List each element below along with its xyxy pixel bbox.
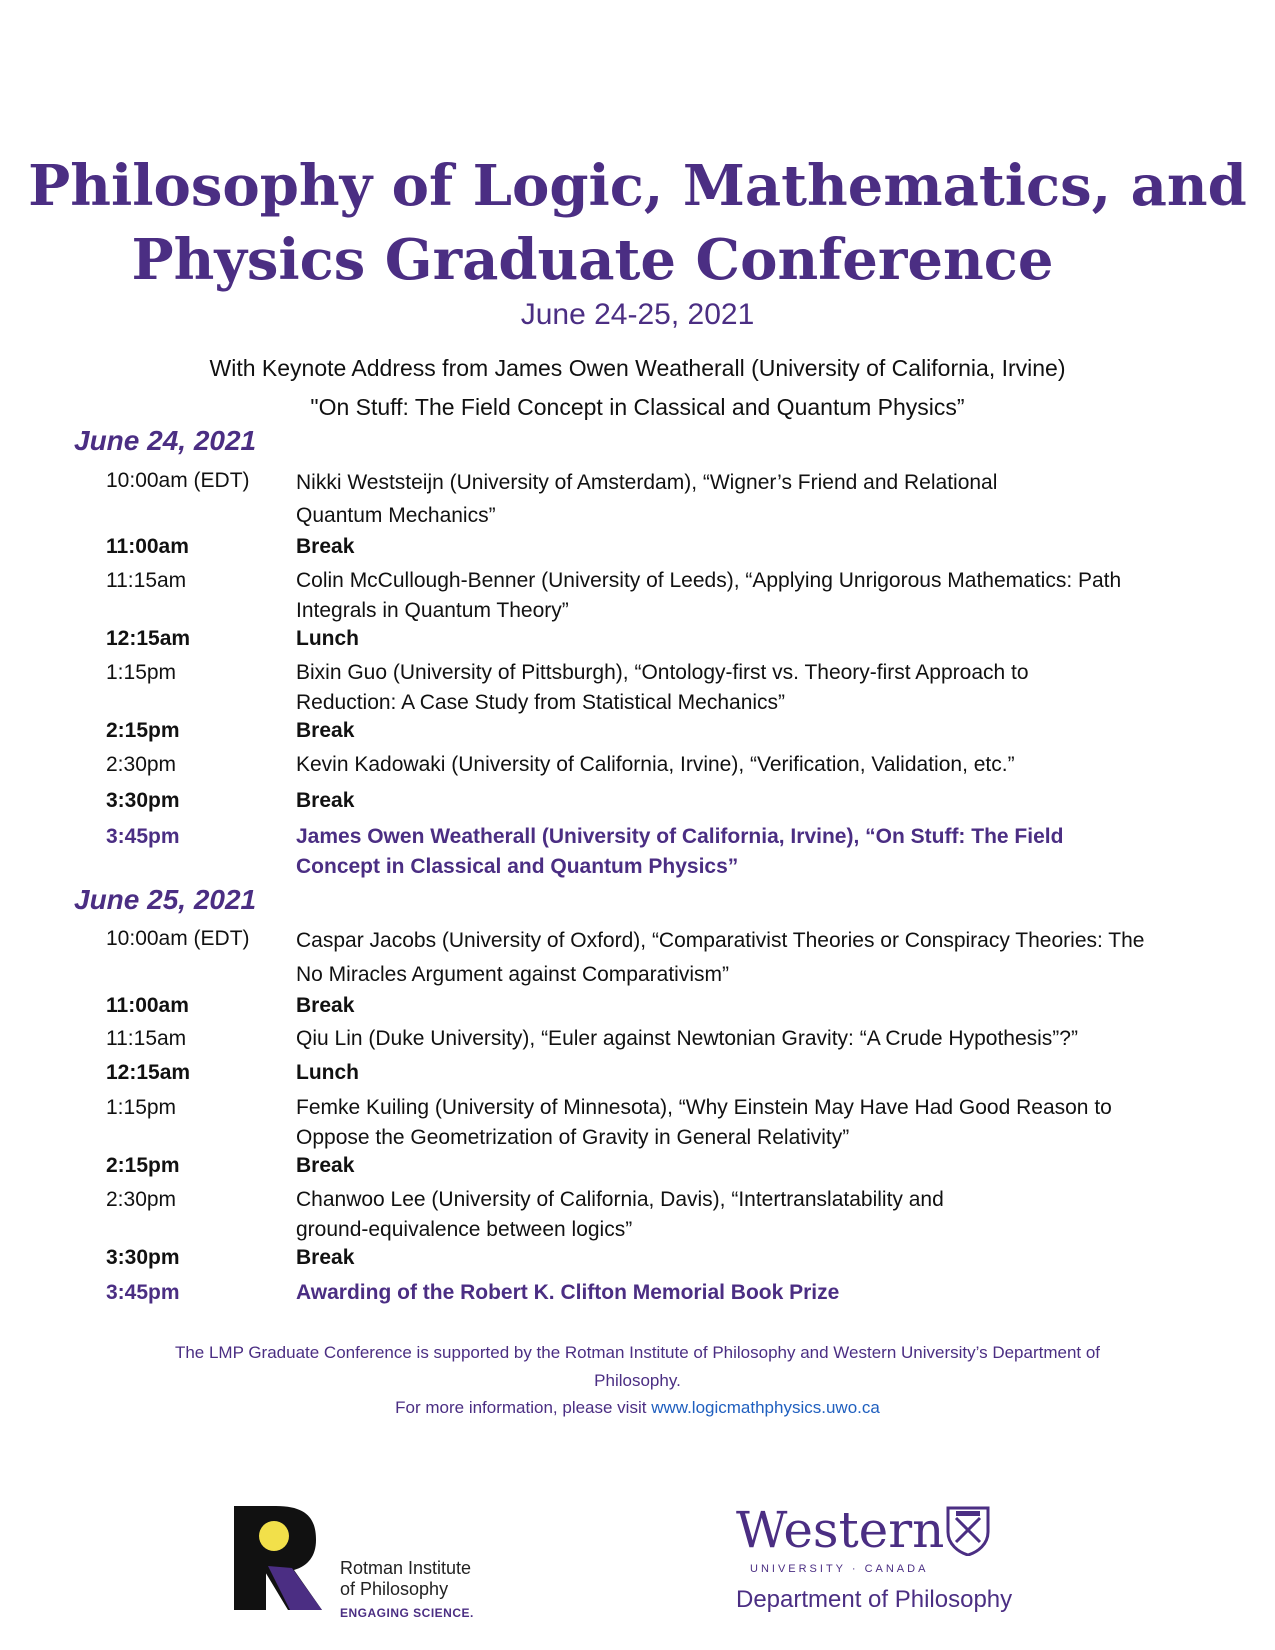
session-time: 3:30pm	[106, 789, 180, 812]
session-description: Nikki Weststeijn (University of Amsterdam), “Wigner’s Friend and Relational Quantum Mechanics”	[296, 471, 998, 527]
session-description: Bixin Guo (University of Pittsburgh), “Ontology-first vs. Theory-first Approach to Reduction: A Case Study from Statistical Mechanics”	[296, 661, 1029, 714]
rotman-name-line2: of Philosophy	[340, 1579, 449, 1599]
rotman-institute-logo	[234, 1506, 534, 1626]
rotman-r-mark-icon	[234, 1506, 330, 1610]
support-statement	[100, 1339, 1175, 1395]
session-time: 11:15am	[106, 569, 187, 592]
session-time: 12:15am	[106, 627, 191, 650]
support-line2: Philosophy.	[594, 1371, 681, 1390]
session-description: Caspar Jacobs (University of Oxford), “Comparativist Theories or Conspiracy Theories: The No Miracles Argument against Comparativism”	[296, 929, 1145, 986]
support-line1: The LMP Graduate Conference is supported by the Rotman Institute of Philosophy and Western University’s Department of	[174, 1343, 1101, 1362]
session-description: Break	[296, 1154, 355, 1177]
session-time: 2:30pm	[106, 1188, 177, 1211]
session-description: Awarding of the Robert K. Clifton Memorial Book Prize	[296, 1281, 840, 1304]
session-description: Lunch	[296, 1061, 359, 1084]
session-description: Kevin Kadowaki (University of California, Irvine), “Verification, Validation, etc.”	[296, 753, 1015, 776]
session-time: 2:15pm	[106, 719, 180, 742]
more-info-label: For more information, please visit	[395, 1398, 652, 1417]
session-time: 12:15am	[106, 1061, 191, 1084]
rotman-name-line1: Rotman Institute	[340, 1558, 472, 1578]
session-time: 10:00am (EDT)	[106, 927, 250, 950]
conference-dates: June 24-25, 2021	[520, 298, 755, 331]
session-description: Lunch	[296, 627, 359, 650]
western-subtitle: UNIVERSITY · CANADA	[750, 1563, 929, 1575]
session-time: 2:15pm	[106, 1154, 180, 1177]
session-time: 10:00am (EDT)	[106, 469, 250, 492]
conference-title-line1: Philosophy of Logic, Mathematics, and	[28, 153, 1247, 219]
rotman-name	[340, 1558, 471, 1600]
session-description: Break	[296, 994, 355, 1017]
session-description: Chanwoo Lee (University of California, Davis), “Intertranslatability and ground-equivalence between logics”	[296, 1188, 944, 1241]
day-heading-june-24: June 24, 2021	[74, 425, 257, 456]
session-time: 11:00am	[106, 994, 189, 1017]
session-description: Break	[296, 789, 355, 812]
session-description: Femke Kuiling (University of Minnesota), “Why Einstein May Have Had Good Reason to Oppose the Geometrization of Gravity in General Relativity”	[296, 1096, 1112, 1149]
western-wordmark: Western	[736, 1501, 945, 1559]
session-time: 1:15pm	[106, 1096, 177, 1119]
session-time: 3:45pm	[106, 825, 180, 848]
session-description: Break	[296, 719, 355, 742]
department-name: Department of Philosophy	[736, 1586, 1013, 1613]
keynote-title: "On Stuff: The Field Concept in Classical and Quantum Physics”	[310, 394, 965, 420]
session-time: 3:30pm	[106, 1246, 180, 1269]
more-info	[100, 1394, 1175, 1422]
session-description: James Owen Weatherall (University of California, Irvine), “On Stuff: The Field Concept in Classical and Quantum Physics”	[296, 825, 1064, 878]
keynote-speaker: With Keynote Address from James Owen Weatherall (University of California, Irvine)	[209, 355, 1066, 381]
session-time: 11:00am	[106, 535, 189, 558]
conference-title-line2: Physics Graduate Conference	[131, 227, 1054, 293]
session-time: 1:15pm	[106, 661, 177, 684]
session-time: 11:15am	[106, 1027, 187, 1050]
western-university-logo	[736, 1502, 1036, 1622]
day-heading-june-25: June 25, 2021	[74, 884, 257, 915]
session-time: 3:45pm	[106, 1281, 180, 1304]
western-crest-icon	[946, 1506, 990, 1556]
session-description: Break	[296, 535, 355, 558]
rotman-tagline: ENGAGING SCIENCE.	[340, 1606, 474, 1620]
session-description: Qiu Lin (Duke University), “Euler against Newtonian Gravity: “A Crude Hypothesis”?”	[296, 1027, 1078, 1050]
session-description: Break	[296, 1246, 355, 1269]
session-time: 2:30pm	[106, 753, 177, 776]
website-link[interactable]: www.logicmathphysics.uwo.ca	[651, 1398, 880, 1417]
session-description: Colin McCullough-Benner (University of Leeds), “Applying Unrigorous Mathematics: Path Integrals in Quantum Theory”	[296, 569, 1122, 622]
